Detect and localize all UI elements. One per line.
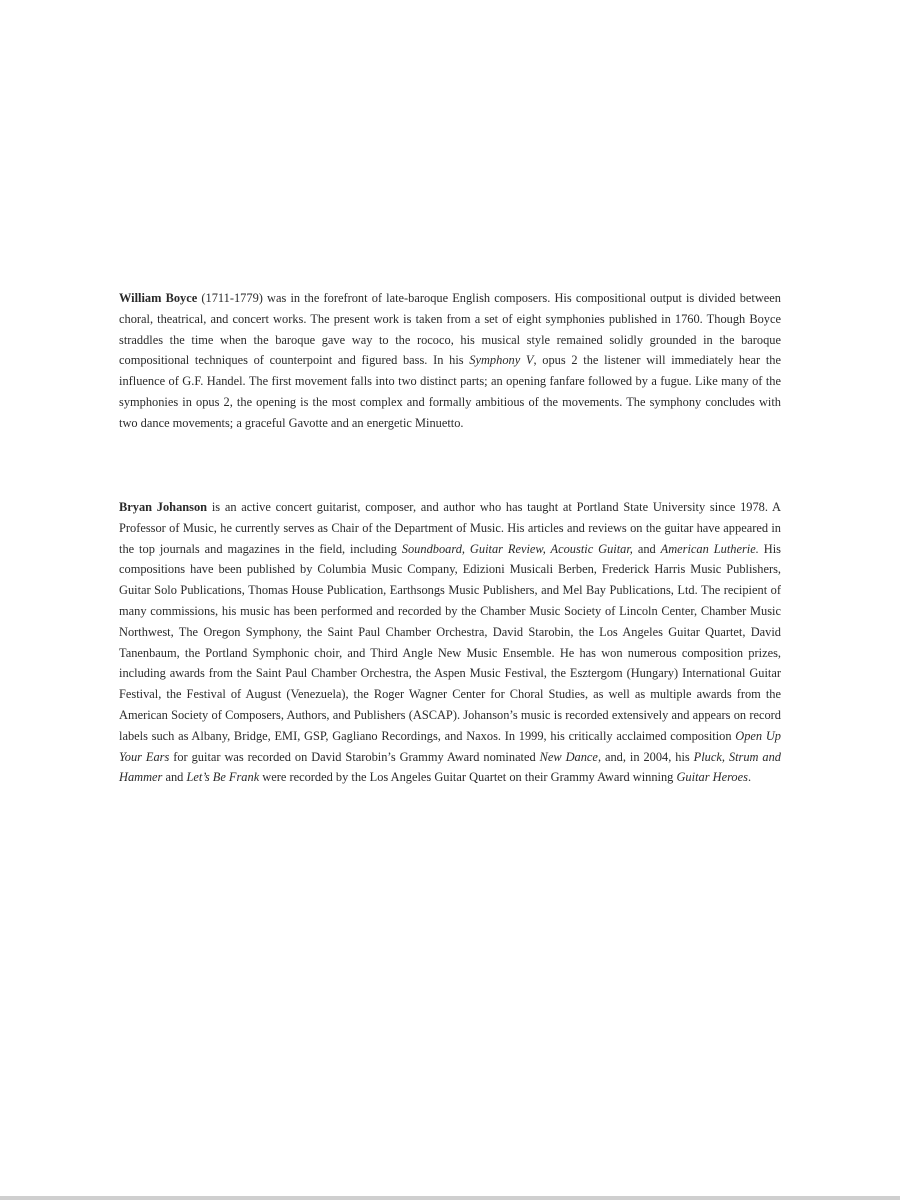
johanson-text: is an active concert guitarist, composer, and author who has taught at Portland State University since 1978. A Professor of Music, he currently serves as Chair of the Department of Music. His articles and reviews on the guitar have appeared in the top journals and magazines in the field, including [119,500,781,556]
work-title-open-up-your-ears: Open Up Your Ears [119,728,781,764]
johanson-text: , and, in 2004, his [597,749,694,764]
boyce-text: , opus 2 the listener will immediately hear the influence of G.F. Handel. The first movement falls into two distinct parts; an opening fanfare followed by a fugue. Like many of the symphonies in opus 2, the opening is the most complex and formally ambitious of the movements. The symphony concludes with two dance movements; a graceful Gavotte and an energetic Minuetto. [119,353,781,430]
page-bottom-edge [0,1196,900,1200]
johanson-text: for guitar was recorded on David Starobin’s Grammy Award nominated [169,749,540,764]
work-title-lets-be-frank: Let’s Be Frank [186,770,260,785]
johanson-text: and [162,770,187,785]
johanson-biography-paragraph [119,497,781,788]
work-title-pluck-strum-hammer: Pluck, Strum and Hammer [119,749,781,785]
johanson-text: His compositions have been published by Columbia Music Company, Edizioni Musicali Berben, Frederick Harris Music Publishers, Guitar Solo Publications, Thomas House Publication, Earthsongs Music Publishers, and Mel Bay Publications, Ltd. The recipient of many commissions, his music has been performed and recorded by the Chamber Music Society of Lincoln Center, Chamber Music Northwest, The Oregon Symphony, the Saint Paul Chamber Orchestra, David Starobin, the Los Angeles Guitar Quartet, David Tanenbaum, the Portland Symphonic choir, and Third Angle New Music Ensemble. He has won numerous composition prizes, including awards from the Saint Paul Chamber Orchestra, the Aspen Music Festival, the Esztergom (Hungary) International Guitar Festival, the Festival of August (Venezuela), the Roger Wagner Center for Choral Studies, as well as multiple awards from the American Society of Composers, Authors, and Publishers (ASCAP). Johanson’s music is recorded extensively and appears on record labels such as Albany, Bridge, EMI, GSP, Gagliano Recordings, and Naxos. In 1999, his critically acclaimed composition [119,541,781,743]
author-name-johanson: Bryan Johanson [119,500,208,514]
boyce-biography-paragraph [119,288,781,434]
johanson-text: . [747,770,752,785]
johanson-text: were recorded by the Los Angeles Guitar Quartet on their Grammy Award winning [259,770,677,785]
boyce-text: (1711-1779) was in the forefront of late-baroque English composers. His compositional output is divided between choral, theatrical, and concert works. The present work is taken from a set of eight symphonies published in 1760. Though Boyce straddles the time when the baroque gave way to the rococo, his musical style remained solidly grounded in the baroque compositional techniques of counterpoint and figured bass. In his [119,291,781,368]
journal-titles: Soundboard, Guitar Review, Acoustic Guitar, [401,541,633,556]
journal-title-american-lutherie: American Lutherie. [660,541,759,556]
album-title-new-dance: New Dance [539,749,598,764]
album-title-guitar-heroes: Guitar Heroes [676,770,748,785]
composer-name-boyce: William Boyce [119,291,198,305]
johanson-text: and [632,541,661,556]
work-title-symphony-v: Symphony V [469,353,534,368]
